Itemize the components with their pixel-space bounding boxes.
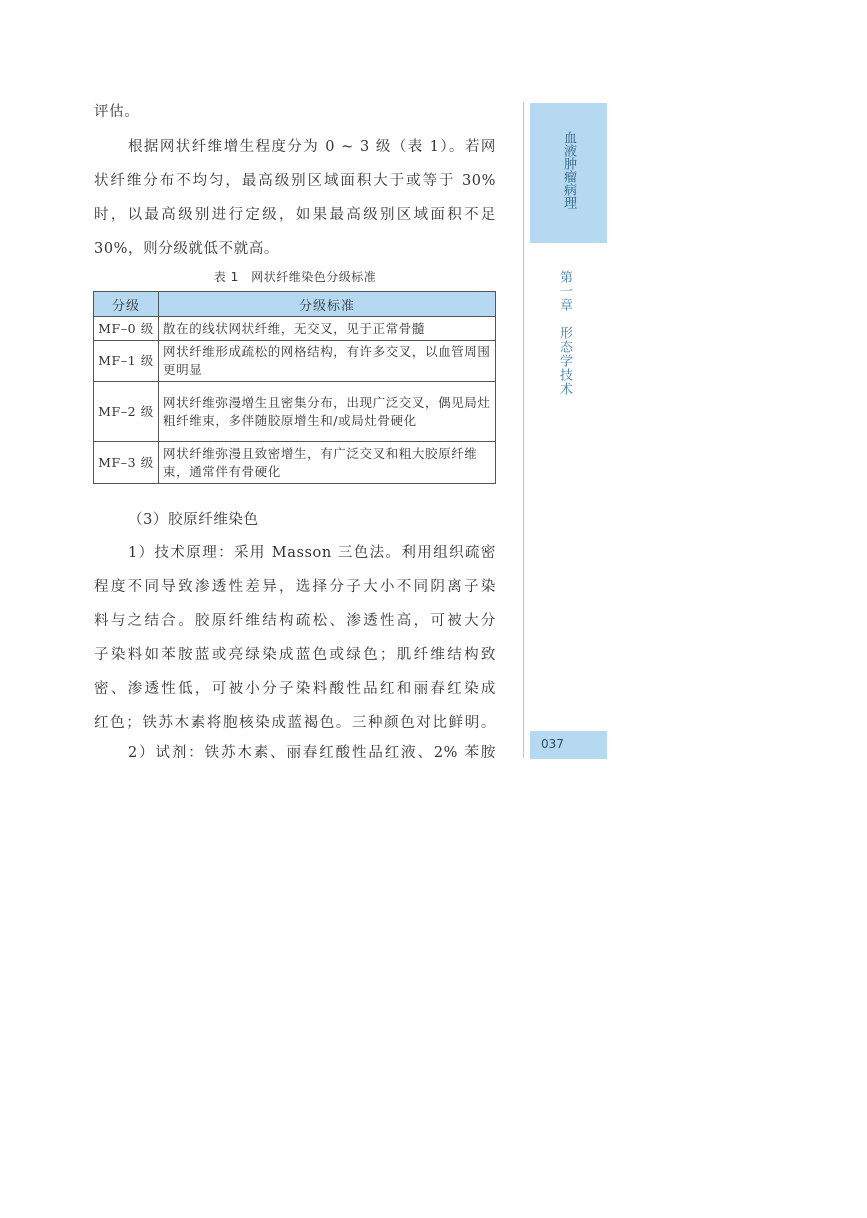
criteria-cell: 网状纤维形成疏松的网格结构，有许多交叉，以血管周围更明显 <box>159 341 496 382</box>
table-caption: 表 1 网状纤维染色分级标准 <box>213 270 377 284</box>
criteria-cell: 散在的线状网状纤维，无交叉，见于正常骨髓 <box>159 317 496 341</box>
book-title: 血液肿瘤病理 <box>561 131 576 209</box>
body-line: 2）试剂：铁苏木素、丽春红酸性品红液、2% 苯胺 <box>128 745 496 761</box>
grade-cell: MF–2 级 <box>94 382 159 442</box>
chapter-label: 第一章 形态学技术 <box>557 270 572 396</box>
body-line: 子染料如苯胺蓝或亮绿染成蓝色或绿色；肌纤维结构致 <box>94 647 496 663</box>
body-line: 程度不同导致渗透性差异，选择分子大小不同阴离子染 <box>94 579 496 595</box>
grade-cell: MF–3 级 <box>94 442 159 484</box>
body-line: 密、渗透性低，可被小分子染料酸性品红和丽春红染成 <box>94 681 496 697</box>
margin-divider <box>523 102 524 758</box>
grade-cell: MF–0 级 <box>94 317 159 341</box>
table-row <box>94 442 496 484</box>
body-line: 评估。 <box>94 104 140 120</box>
grade-cell: MF–1 级 <box>94 341 159 382</box>
body-line: 1）技术原理：采用 Masson 三色法。利用组织疏密 <box>128 545 496 561</box>
criteria-cell: 网状纤维弥漫增生且密集分布，出现广泛交叉，偶见局灶粗纤维束，多伴随胶原增生和/或局灶骨硬化 <box>159 382 496 442</box>
body-line: 时，以最高级别进行定级，如果最高级别区域面积不足 <box>94 207 496 223</box>
table-header-grade: 分级 <box>94 292 159 317</box>
body-line: 红色；铁苏木素将胞核染成蓝褐色。三种颜色对比鲜明。 <box>94 715 496 731</box>
table-row <box>94 317 496 341</box>
body-line: 状纤维分布不均匀，最高级别区域面积大于或等于 30% <box>94 173 496 189</box>
body-line: 30%，则分级就低不就高。 <box>94 241 280 257</box>
table-row <box>94 382 496 442</box>
table-header-row <box>94 292 496 317</box>
table-row <box>94 341 496 382</box>
table-header-criteria: 分级标准 <box>159 292 496 317</box>
page-number: 037 <box>541 737 564 751</box>
body-line: 根据网状纤维增生程度分为 0 ~ 3 级（表 1）。若网 <box>128 139 496 155</box>
grading-table <box>93 291 496 484</box>
book-title-tab <box>530 103 607 243</box>
page-number-tab <box>530 731 607 759</box>
criteria-cell: 网状纤维弥漫且致密增生，有广泛交叉和粗大胶原纤维束，通常伴有骨硬化 <box>159 442 496 484</box>
section-heading: （3）胶原纤维染色 <box>128 512 259 528</box>
body-line: 料与之结合。胶原纤维结构疏松、渗透性高，可被大分 <box>94 613 496 629</box>
